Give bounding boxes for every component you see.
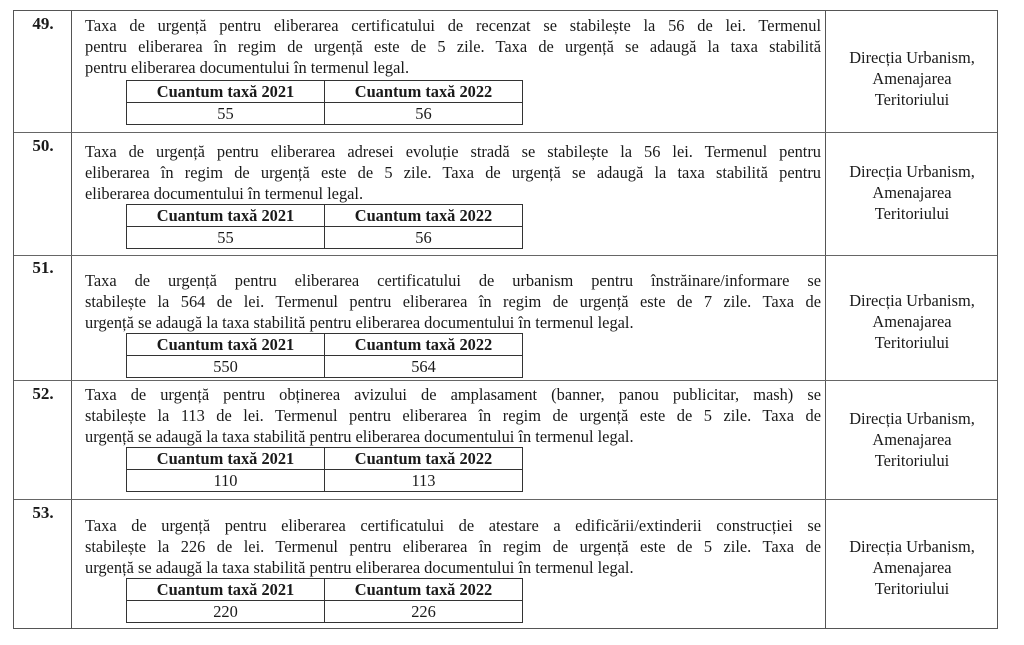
- department-line: Direcția Urbanism,: [849, 409, 975, 428]
- value-2021: 550: [127, 356, 325, 378]
- table-row: [14, 499, 997, 628]
- department-line: Teritoriului: [874, 90, 950, 109]
- department-line: Teritoriului: [874, 204, 950, 223]
- header-2022: Cuantum taxă 2022: [325, 448, 523, 470]
- department: [827, 290, 997, 353]
- row-description: [85, 515, 821, 578]
- row-number: 50.: [32, 136, 54, 155]
- description-line: Taxa de urgență pentru eliberarea adresei evoluție stradă se stabilește la 56 lei. Termenul pentru: [85, 142, 821, 161]
- department-line: Direcția Urbanism,: [849, 537, 975, 556]
- description-line: pentru eliberarea în regim de urgență este de 5 zile. Taxa de urgență se adaugă la taxa stabilită: [85, 37, 821, 56]
- department-line: Amenajarea: [872, 558, 952, 577]
- table-row: [14, 11, 997, 132]
- fee-amount-table: [126, 447, 523, 492]
- header-2021: Cuantum taxă 2021: [127, 81, 325, 103]
- value-2022: 564: [325, 356, 523, 378]
- department: [827, 161, 997, 224]
- row-number: 53.: [32, 503, 54, 522]
- department-line: Direcția Urbanism,: [849, 291, 975, 310]
- description-line: stabilește la 113 de lei. Termenul pentru eliberarea în regim de urgență este de 5 zile. Taxa de: [85, 406, 821, 425]
- fee-amount-table: [126, 578, 523, 623]
- value-2022: 56: [325, 227, 523, 249]
- department-line: Direcția Urbanism,: [849, 162, 975, 181]
- department: [827, 408, 997, 471]
- value-2021: 110: [127, 470, 325, 492]
- header-2022: Cuantum taxă 2022: [325, 334, 523, 356]
- table-row: [14, 255, 997, 380]
- value-2021: 220: [127, 601, 325, 623]
- department-line: Amenajarea: [872, 183, 952, 202]
- department-line: Amenajarea: [872, 312, 952, 331]
- header-2021: Cuantum taxă 2021: [127, 579, 325, 601]
- row-number: 52.: [32, 384, 54, 403]
- fee-amount-table: [126, 80, 523, 125]
- description-line: Taxa de urgență pentru eliberarea certificatului de recenzat se stabilește la 56 de lei. Termenul: [85, 16, 821, 35]
- description-line: pentru eliberarea documentului în termenul legal.: [85, 58, 410, 77]
- row-description: [85, 270, 821, 333]
- description-line: Taxa de urgență pentru eliberarea certificatului de urbanism pentru înstrăinare/informare se: [85, 271, 821, 290]
- description-line: eliberarea în regim de urgență este de 5 zile. Taxa de urgență se adaugă la taxa stabilită pentru: [85, 163, 821, 182]
- table-row: [14, 380, 997, 499]
- description-line: stabilește la 226 de lei. Termenul pentru eliberarea în regim de urgență este de 5 zile. Taxa de: [85, 537, 821, 556]
- department: [827, 536, 997, 599]
- department-line: Direcția Urbanism,: [849, 48, 975, 67]
- row-number: 49.: [32, 14, 54, 33]
- header-2021: Cuantum taxă 2021: [127, 205, 325, 227]
- row-description: [85, 384, 821, 447]
- header-2022: Cuantum taxă 2022: [325, 579, 523, 601]
- row-number: 51.: [32, 258, 54, 277]
- fee-amount-table: [126, 333, 523, 378]
- value-2021: 55: [127, 227, 325, 249]
- description-line: Taxa de urgență pentru obținerea avizului de amplasament (banner, panou publicitar, mash) se: [85, 385, 821, 404]
- department-line: Teritoriului: [874, 579, 950, 598]
- fee-table: [13, 10, 998, 629]
- value-2021: 55: [127, 103, 325, 125]
- row-description: [85, 141, 821, 204]
- value-2022: 226: [325, 601, 523, 623]
- header-2021: Cuantum taxă 2021: [127, 334, 325, 356]
- value-2022: 113: [325, 470, 523, 492]
- header-2022: Cuantum taxă 2022: [325, 205, 523, 227]
- department-line: Amenajarea: [872, 430, 952, 449]
- value-2022: 56: [325, 103, 523, 125]
- description-line: eliberarea documentului în termenul legal.: [85, 184, 364, 203]
- header-2021: Cuantum taxă 2021: [127, 448, 325, 470]
- description-line: urgență se adaugă la taxa stabilită pentru eliberarea documentului în termenul legal.: [85, 427, 634, 446]
- header-2022: Cuantum taxă 2022: [325, 81, 523, 103]
- description-line: urgență se adaugă la taxa stabilită pentru eliberarea documentului în termenul legal.: [85, 558, 634, 577]
- table-row: [14, 132, 997, 255]
- description-line: urgență se adaugă la taxa stabilită pentru eliberarea documentului în termenul legal.: [85, 313, 634, 332]
- department-line: Amenajarea: [872, 69, 952, 88]
- description-line: stabilește la 564 de lei. Termenul pentru eliberarea în regim de urgență este de 7 zile. Taxa de: [85, 292, 821, 311]
- row-description: [85, 15, 821, 78]
- department-line: Teritoriului: [874, 333, 950, 352]
- department-line: Teritoriului: [874, 451, 950, 470]
- fee-amount-table: [126, 204, 523, 249]
- description-line: Taxa de urgență pentru eliberarea certificatului de atestare a edificării/extinderii construcției se: [85, 516, 821, 535]
- department: [827, 47, 997, 110]
